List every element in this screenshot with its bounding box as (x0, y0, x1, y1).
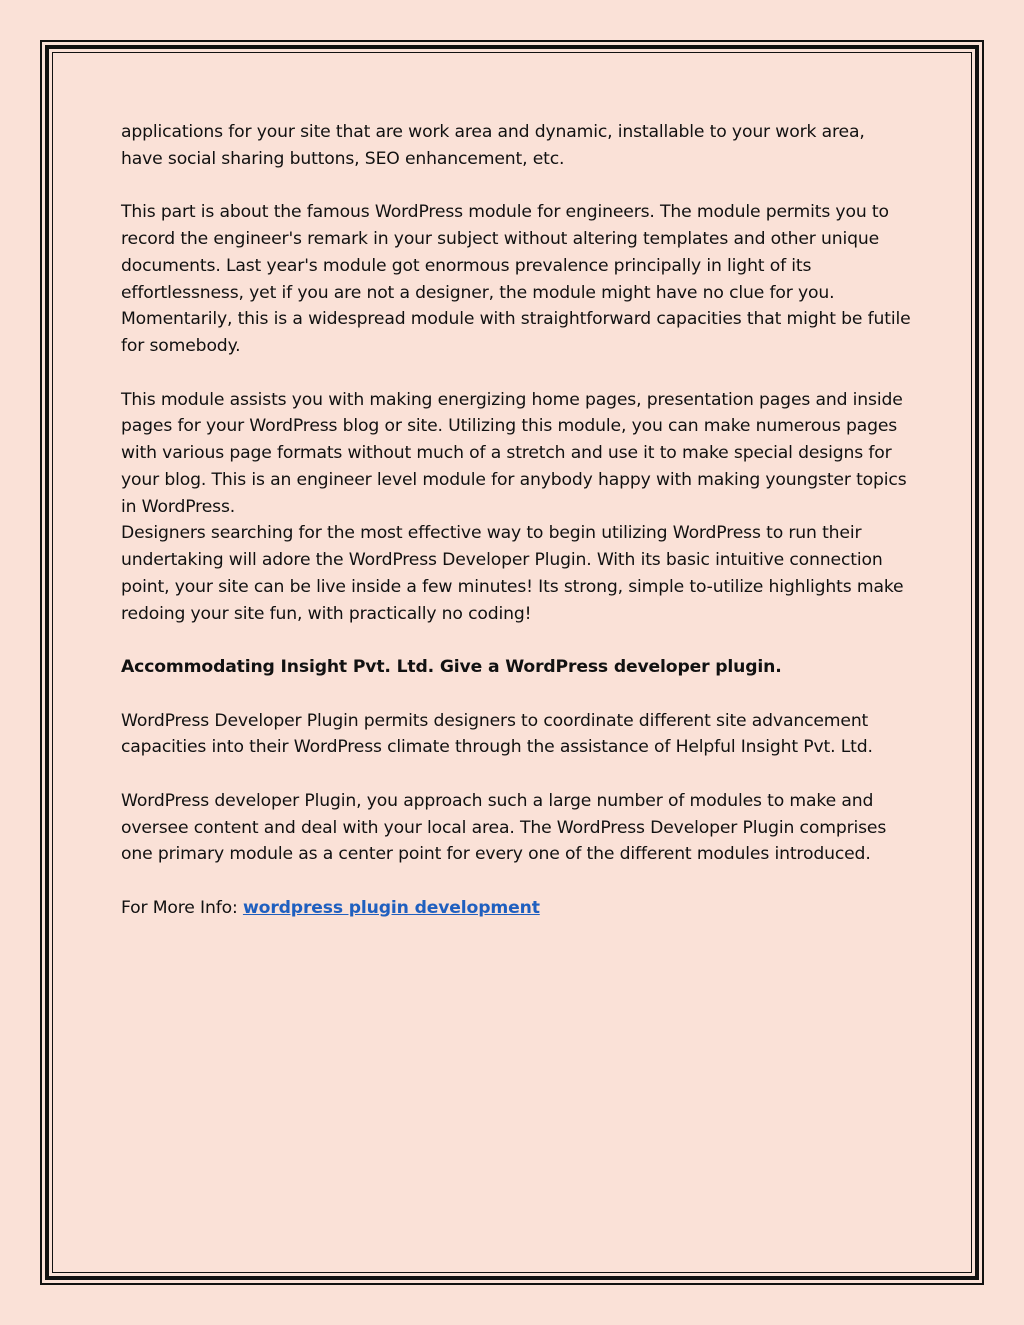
paragraph-designers: Designers searching for the most effective way to begin utilizing WordPress to run their undertaking will adore the WordPress Developer Plugin. With its basic intuitive connection point, your site can be live inside a few minutes! Its strong, simple to-utilize highlights make redoing your site fun, with practically no coding! (121, 523, 904, 624)
more-info-line (121, 895, 911, 922)
paragraph-developer-module: This part is about the famous WordPress module for engineers. The module permits you to record the engineer's remark in your subject without altering templates and other unique documents. Last year's module got enormous prevalence principally in light of its effortlessness, yet if you are not a designer, the module might have no clue for you. Momentarily, this is a widespread module with straightforward capacities that might be futile for somebody. (121, 202, 911, 356)
paragraph-page-builder: This module assists you with making energizing home pages, presentation pages and inside pages for your WordPress blog or site. Utilizing this module, you can make numerous pages with various page formats without much of a stretch and use it to make special designs for your blog. This is an engineer level module for anybody happy with making youngster topics in WordPress. (121, 389, 907, 517)
paragraph-plugin-permits: WordPress Developer Plugin permits designers to coordinate different site advancement capacities into their WordPress climate through the assistance of Helpful Insight Pvt. Ltd. (121, 710, 873, 758)
paragraph-plugin-modules: WordPress developer Plugin, you approach such a large number of modules to make and oversee content and deal with your local area. The WordPress Developer Plugin comprises one primary module as a center point for every one of the different modules introduced. (121, 790, 887, 865)
section-heading: Accommodating Insight Pvt. Ltd. Give a WordPress developer plugin. (121, 657, 782, 677)
paragraph-intro: applications for your site that are work area and dynamic, installable to your work area, have social sharing buttons, SEO enhancement, etc. (121, 122, 865, 169)
document-body (121, 119, 911, 948)
more-info-label: For More Info: (121, 897, 243, 918)
more-info-link[interactable]: wordpress plugin development (242, 897, 540, 918)
